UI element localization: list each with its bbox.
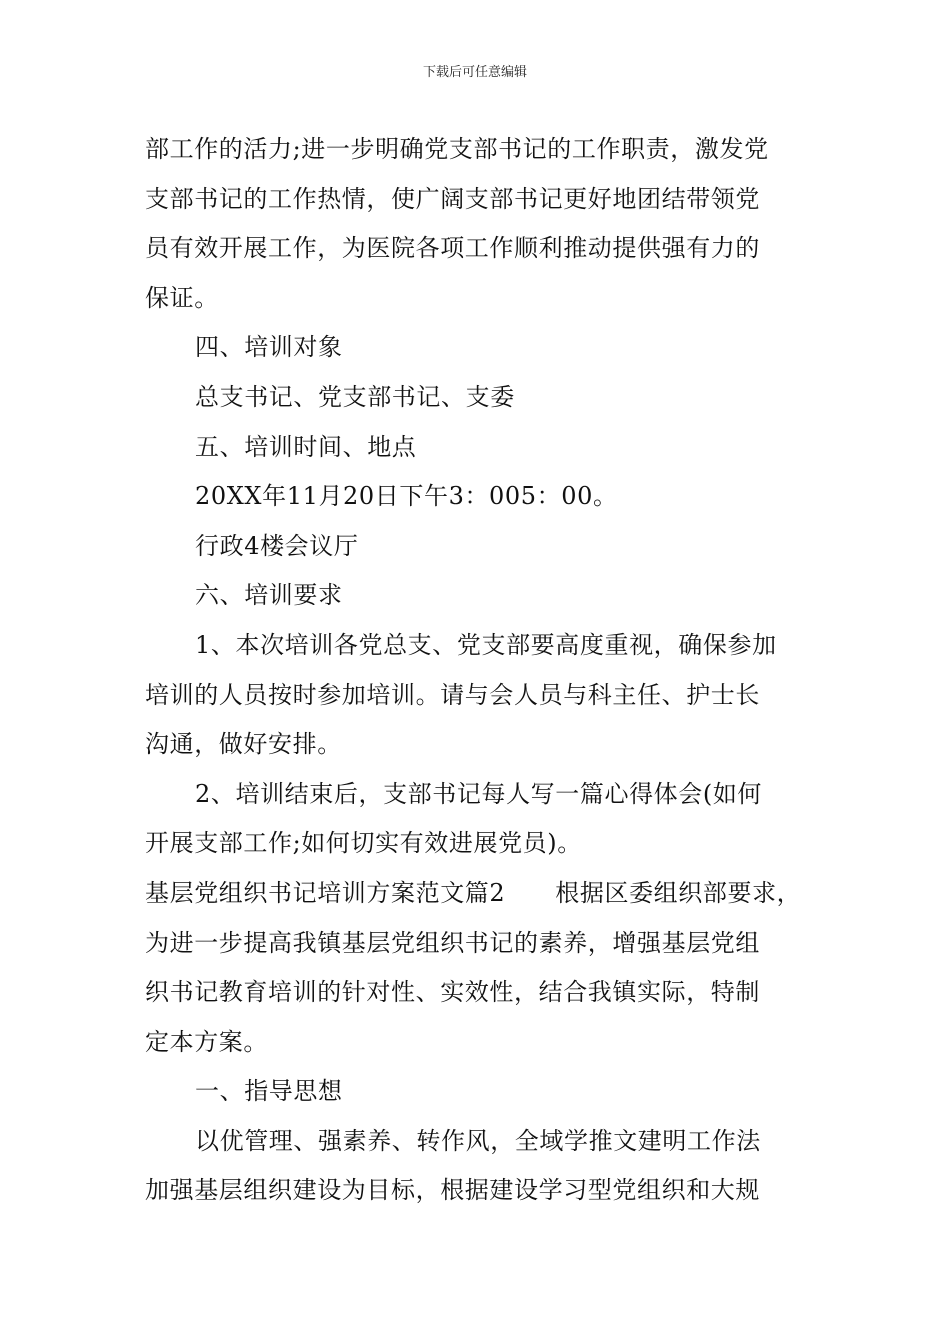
requirement-1-line: 培训的人员按时参加培训。请与会人员与科主任、护士长 xyxy=(145,680,760,709)
requirement-1-line: 沟通，做好安排。 xyxy=(145,730,342,759)
paragraph-line: 支部书记的工作热情，使广阔支部书记更好地团结带领党 xyxy=(145,184,760,213)
training-place: 行政4楼会议厅 xyxy=(195,531,359,560)
requirement-2-line: 开展支部工作;如何切实有效进展党员)。 xyxy=(145,829,582,858)
section-heading-4: 四、培训对象 xyxy=(195,333,343,362)
section-heading-1: 一、指导思想 xyxy=(195,1077,343,1106)
requirement-1-line: 1、本次培训各党总支、党支部要高度重视，确保参加 xyxy=(195,630,777,659)
training-time: 20XX年11月20日下午3：005：00。 xyxy=(195,482,618,511)
paragraph-line: 织书记教育培训的针对性、实效性，结合我镇实际，特制 xyxy=(145,978,760,1007)
paragraph-line: 部工作的活力;进一步明确党支部书记的工作职责，激发党 xyxy=(145,135,769,163)
training-targets: 总支书记、党支部书记、支委 xyxy=(195,382,515,411)
section-heading-5: 五、培训时间、地点 xyxy=(195,432,417,461)
paragraph-line: 为进一步提高我镇基层党组织书记的素养，增强基层党组 xyxy=(145,928,760,957)
section-heading-6: 六、培训要求 xyxy=(195,581,343,610)
requirement-2-line: 2、培训结束后，支部书记每人写一篇心得体会(如何 xyxy=(195,779,763,808)
article-title: 基层党组织书记培训方案范文篇2 xyxy=(145,878,506,907)
document-body xyxy=(145,125,810,1216)
intro-start: 根据区委组织部要求， xyxy=(555,878,802,907)
guiding-line: 加强基层组织建设为目标，根据建设学习型党组织和大规 xyxy=(145,1176,760,1205)
guiding-line: 以优管理、强素养、转作风，全域学推文建明工作法 xyxy=(195,1126,761,1155)
paragraph-line: 保证。 xyxy=(145,283,219,312)
article-title-line xyxy=(145,869,810,919)
page-header-note: 下载后可任意编辑 xyxy=(422,65,527,80)
paragraph-line: 定本方案。 xyxy=(145,1027,268,1056)
paragraph-line: 员有效开展工作，为医院各项工作顺利推动提供强有力的 xyxy=(145,234,760,263)
